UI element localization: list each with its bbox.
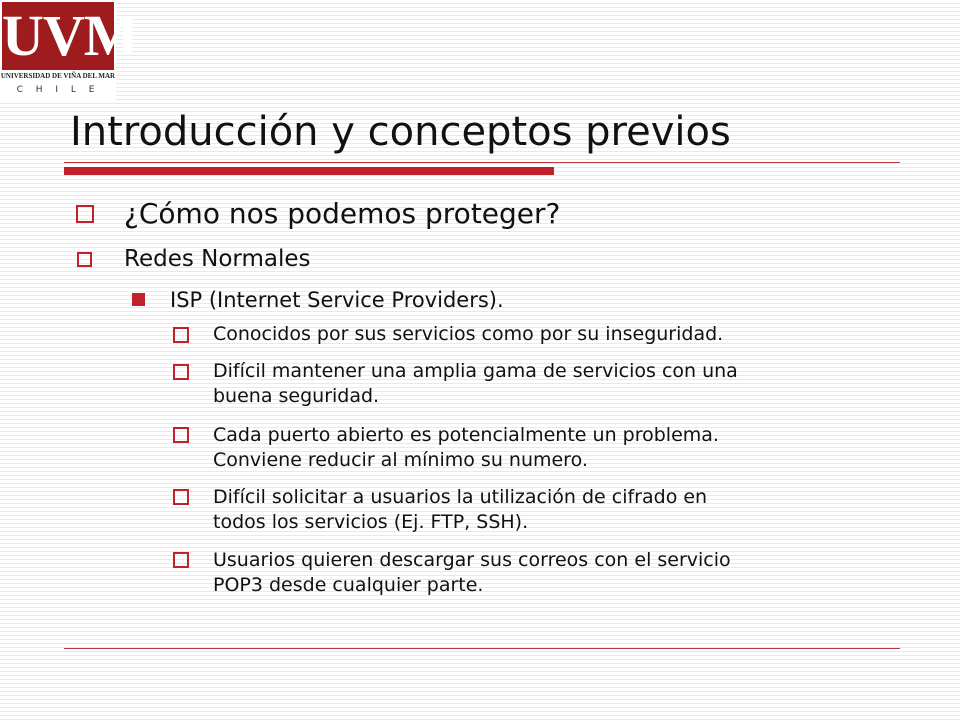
slide-title: Introducción y conceptos previos [70,109,731,155]
bullet-line: buena seguridad. [213,385,380,407]
bullet-box-icon [77,252,92,267]
bullet-question [124,197,560,231]
bullet-line: Usuarios quieren descargar sus correos con el servicio [213,549,731,571]
bullet-box-icon [173,552,189,568]
bullet-cada-puerto [213,423,719,473]
bullet-line: Difícil solicitar a usuarios la utilización de cifrado en [213,486,708,508]
logo-country: C H I L E [16,85,100,95]
logo-emblem [2,2,138,70]
bullet-line: Conocidos por sus servicios como por su inseguridad. [213,323,724,345]
bullet-box-icon [173,489,189,505]
bullet-text: ¿Cómo nos podemos proteger? [124,197,561,230]
bullet-dificil-solicitar [213,485,707,535]
logo-university-name: UNIVERSIDAD DE VIÑA DEL MAR [0,72,116,80]
bullet-text: ISP (Internet Service Providers). [170,288,504,312]
footer-divider [64,648,900,649]
bullet-square-icon [132,293,145,306]
bullet-line: POP3 desde cualquier parte. [213,574,484,596]
bullet-conocidos [213,322,723,347]
bullet-text: Redes Normales [124,246,311,272]
bullet-box-icon [76,205,94,223]
bullet-box-icon [173,327,189,343]
bullet-isp [170,286,504,314]
bullet-box-icon [173,427,189,443]
bullet-redes-normales [124,244,311,274]
bullet-line: Conviene reducir al mínimo su numero. [213,449,588,471]
logo-letters: UVM [2,3,138,68]
bullet-line: Cada puerto abierto es potencialmente un problema. [213,424,719,446]
bullet-dificil-mantener [213,359,738,409]
bullet-line: Difícil mantener una amplia gama de servicios con una [213,360,738,382]
bullet-usuarios [213,548,731,598]
uvm-logo [0,0,138,100]
bullet-line: todos los servicios (Ej. FTP, SSH). [213,511,529,533]
title-accent-bar [64,167,554,175]
title-divider [64,162,900,163]
bullet-box-icon [173,364,189,380]
